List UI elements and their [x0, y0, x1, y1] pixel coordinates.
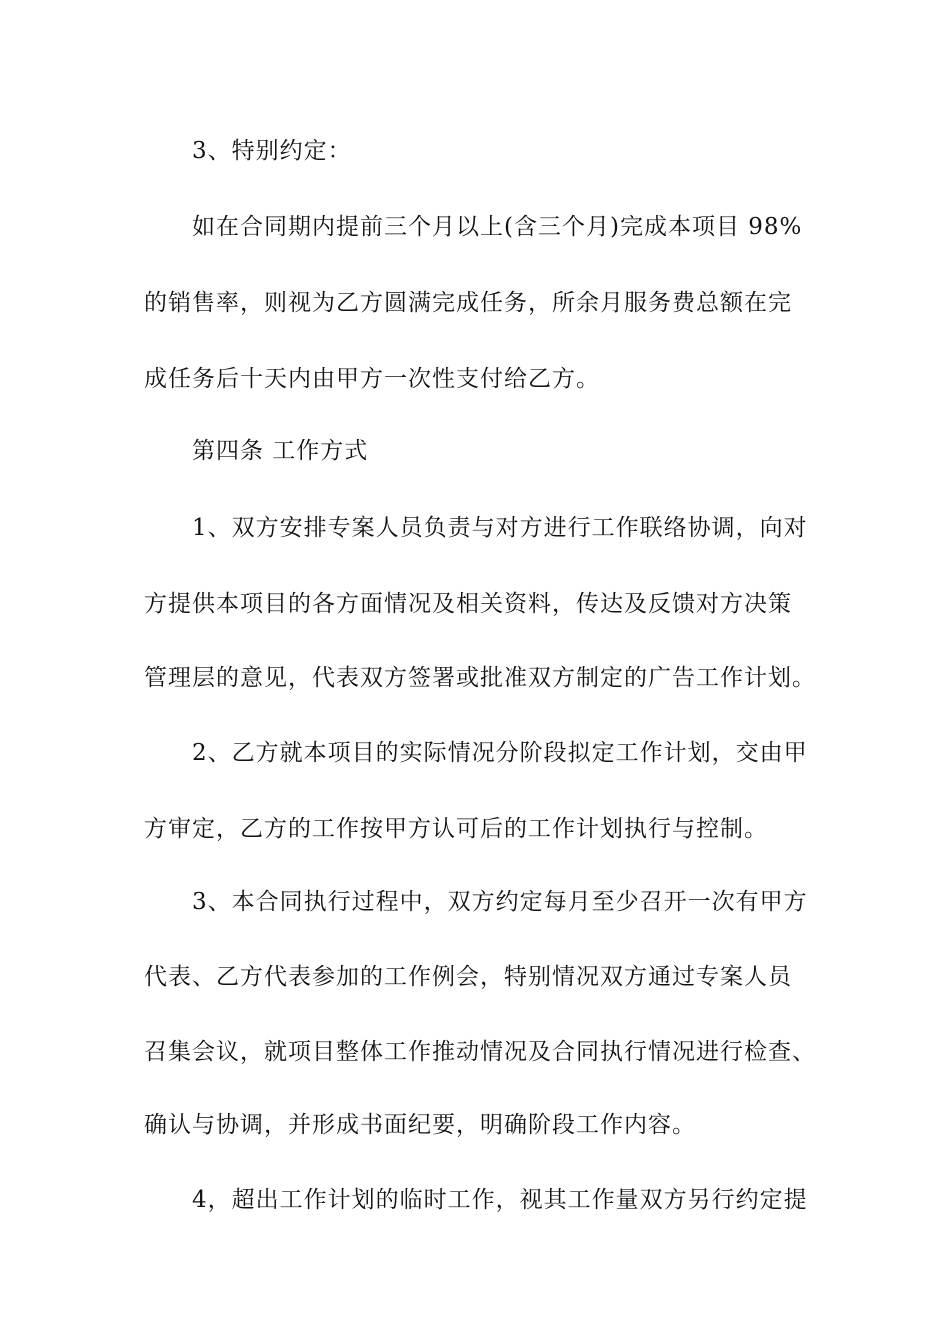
paragraph-line: 召集会议，就项目整体工作推动情况及合同执行情况进行检查、 — [144, 1039, 816, 1065]
paragraph-line: 方提供本项目的各方面情况及相关资料，传达及反馈对方决策 — [144, 591, 792, 617]
paragraph-line: 4，超出工作计划的临时工作，视其工作量双方另行约定提 — [192, 1187, 808, 1213]
clause-3-heading: 3、特别约定： — [192, 138, 352, 164]
paragraph-line: 3、本合同执行过程中，双方约定每月至少召开一次有甲方 — [192, 889, 808, 915]
paragraph-line: 2、乙方就本项目的实际情况分阶段拟定工作计划，交由甲 — [192, 740, 808, 766]
paragraph-line: 管理层的意见，代表双方签署或批准双方制定的广告工作计划。 — [144, 665, 816, 691]
paragraph-line: 代表、乙方代表参加的工作例会，特别情况双方通过专案人员 — [144, 964, 792, 990]
paragraph-line: 确认与协调，并形成书面纪要，明确阶段工作内容。 — [144, 1112, 696, 1138]
paragraph-line: 的销售率，则视为乙方圆满完成任务，所余月服务费总额在完 — [144, 290, 792, 316]
paragraph-line: 方审定，乙方的工作按甲方认可后的工作计划执行与控制。 — [144, 816, 768, 842]
paragraph-line: 如在合同期内提前三个月以上(含三个月)完成本项目 98% — [192, 214, 803, 240]
paragraph-line: 1、双方安排专案人员负责与对方进行工作联络协调，向对 — [192, 515, 808, 541]
article-4-heading: 第四条 工作方式 — [192, 438, 369, 464]
paragraph-line: 成任务后十天内由甲方一次性支付给乙方。 — [144, 366, 600, 392]
